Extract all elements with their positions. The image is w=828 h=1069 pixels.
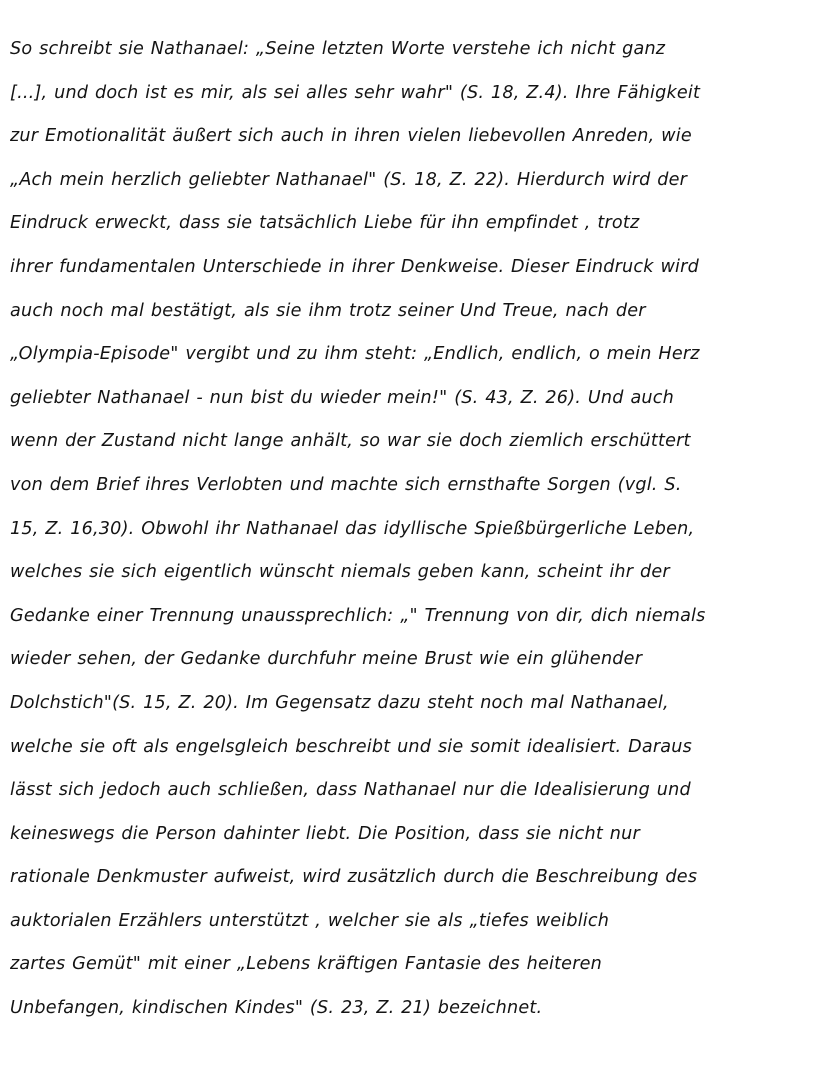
- text-body: [10, 28, 822, 1031]
- text-line: Unbefangen, kindischen Kindes" (S. 23, Z. 21) bezeichnet.: [10, 998, 543, 1019]
- text-line: So schreibt sie Nathanael: „Seine letzten Worte verstehe ich nicht ganz: [10, 39, 666, 59]
- text-line: zartes Gemüt" mit einer „Lebens kräftigen Fantasie des heiteren: [10, 954, 603, 975]
- text-line: wenn der Zustand nicht lange anhält, so war sie doch ziemlich erschüttert: [10, 431, 691, 452]
- text-line: geliebter Nathanael - nun bist du wieder mein!" (S. 43, Z. 26). Und auch: [10, 387, 674, 408]
- text-line: „Olympia-Episode" vergibt und zu ihm steht: „Endlich, endlich, o mein Herz: [10, 344, 700, 365]
- text-line: welche sie oft als engelsgleich beschreibt und sie somit idealisiert. Daraus: [10, 736, 692, 757]
- text-line: rationale Denkmuster aufweist, wird zusätzlich durch die Beschreibung des: [10, 867, 698, 888]
- text-line: 15, Z. 16,30). Obwohl ihr Nathanael das idyllische Spießbürgerliche Leben,: [10, 518, 695, 539]
- text-line: [...], und doch ist es mir, als sei alles sehr wahr" (S. 18, Z.4). Ihre Fähigkeit: [10, 82, 701, 103]
- text-line: wieder sehen, der Gedanke durchfuhr meine Brust wie ein glühender: [10, 649, 643, 670]
- text-line: Dolchstich"(S. 15, Z. 20). Im Gegensatz dazu steht noch mal Nathanael,: [10, 692, 669, 713]
- text-line: ihrer fundamentalen Unterschiede in ihrer Denkweise. Dieser Eindruck wird: [10, 256, 699, 277]
- text-line: auktorialen Erzählers unterstützt , welcher sie als „tiefes weiblich: [10, 910, 610, 931]
- text-line: von dem Brief ihres Verlobten und machte sich ernsthafte Sorgen (vgl. S.: [10, 474, 682, 495]
- text-line: auch noch mal bestätigt, als sie ihm trotz seiner Und Treue, nach der: [10, 300, 646, 321]
- text-line: keineswegs die Person dahinter liebt. Die Position, dass sie nicht nur: [10, 823, 640, 844]
- text-line: Gedanke einer Trennung unaussprechlich: „" Trennung von dir, dich niemals: [10, 605, 706, 626]
- text-line: „Ach mein herzlich geliebter Nathanael" (S. 18, Z. 22). Hierdurch wird der: [10, 169, 688, 190]
- text-line: Eindruck erweckt, dass sie tatsächlich Liebe für ihn empfindet , trotz: [10, 213, 640, 234]
- text-line: zur Emotionalität äußert sich auch in ihren vielen liebevollen Anreden, wie: [10, 126, 692, 147]
- text-line: welches sie sich eigentlich wünscht niemals geben kann, scheint ihr der: [10, 562, 670, 583]
- text-line: lässt sich jedoch auch schließen, dass Nathanael nur die Idealisierung und: [10, 780, 691, 801]
